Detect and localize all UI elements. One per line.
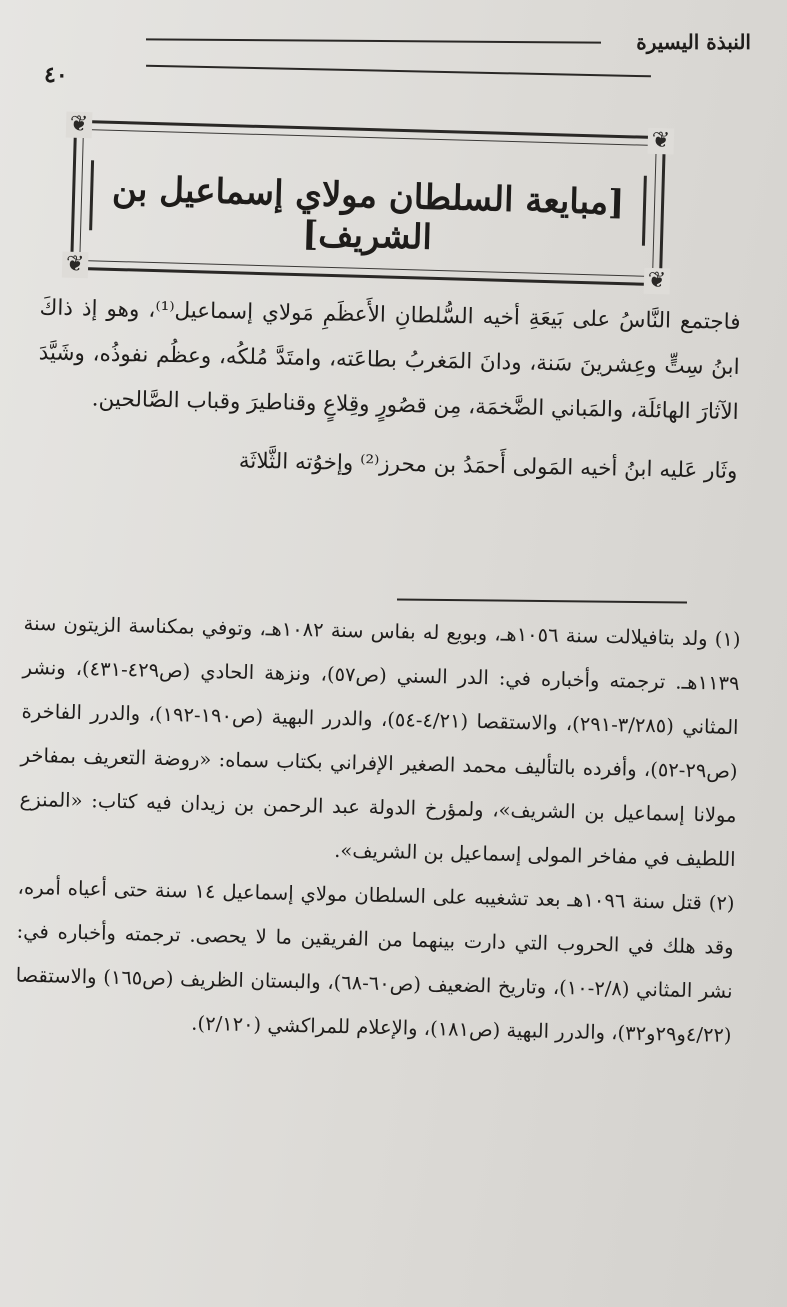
running-title: النبذة اليسيرة: [636, 30, 751, 54]
ornament-corner-icon: ❦: [66, 112, 93, 139]
ornament-corner-icon: ❦: [644, 268, 671, 295]
ornament-corner-icon: ❦: [62, 251, 89, 278]
section-title: [مبايعة السلطان مولاي إسماعيل بن الشريف]: [111, 168, 625, 258]
title-box: [89, 160, 647, 258]
body-paragraph-2: وثَار عَليه ابنُ أخيه المَولى أَحمَدُ بن محرز⁽²⁾ وإخوُته الثَّلاثَة: [238, 448, 738, 484]
running-head: [36, 22, 751, 88]
footnote-2: (٢) قتل سنة ١٠٩٦هـ بعد تشغيبه على السلطان مولاي إسماعيل ١٤ سنة حتى أعياه أمره، وقد هلك في الحروب التي دارت بينهما من الفريقين ما لا يحصى. ترجمته وأخباره في: نشر المثاني (٢/٨-١٠)، وتاريخ الضعيف (ص٦٠-٦٨)، والبستان الظريف (ص١٦٥) والاستقصا (٤/٢٢و٢٩و٣٢)، والدرر البهية (ص١٨١)، والإعلام للمراكشي (٢/١٢٠).: [15, 875, 735, 1047]
footnotes: [14, 602, 741, 1058]
page-number: ٤٠: [44, 62, 68, 88]
ornament-corner-icon: ❦: [647, 128, 674, 155]
title-ornamental-frame: [65, 111, 671, 294]
header-rule-top: [146, 38, 601, 43]
main-text: [36, 285, 741, 494]
footnote-1: (١) ولد بتافيلالت سنة ١٠٥٦هـ، وبويع له بفاس سنة ١٠٨٢هـ، وتوفي بمكناسة الزيتون سنة ١١٣٩هـ. ترجمته وأخباره في: الدر السني (ص٥٧)، ونزهة الحادي (ص٤٢٩-٤٣١)، ونشر المثاني (٣/٢٨٥-٢٩١)، والاستقصا (٤/٢١-٥٤)، والدرر البهية (ص١٩٠-١٩٢)، والدرر الفاخرة (ص٢٩-٥٢)، وأفرده بالتأليف محمد الصغير الإفراني بكتاب سماه: «روضة التعريف بمفاخر مولانا إسماعيل بن الشريف»، ولمؤرخ الدولة عبد الرحمن بن زيدان فيه كتاب: «المنزع اللطيف في مفاخر المولى إسماعيل بن الشريف».: [19, 611, 741, 871]
body-paragraph-1: فاجتمع النَّاسُ على بَيعَةِ أخيه السُّلطانِ الأَعظَمِ مَولاي إسماعيل⁽¹⁾، وهو إذ ذاكَ ابنُ سِتٍّ وعِشرينَ سَنة، ودانَ المَغربُ بطاعَته، وامتَدَّ مُلكُه، وعظُم نفوذُه، وشَيَّدَ الآثارَ الهائلَة، والمَباني الضَّخمَة، مِن قصُورٍ وقِلاعٍ وقناطيرَ وقباب الصَّالحين.: [38, 295, 741, 425]
header-rule-bottom: [146, 65, 651, 78]
footnote-separator: [397, 598, 687, 603]
